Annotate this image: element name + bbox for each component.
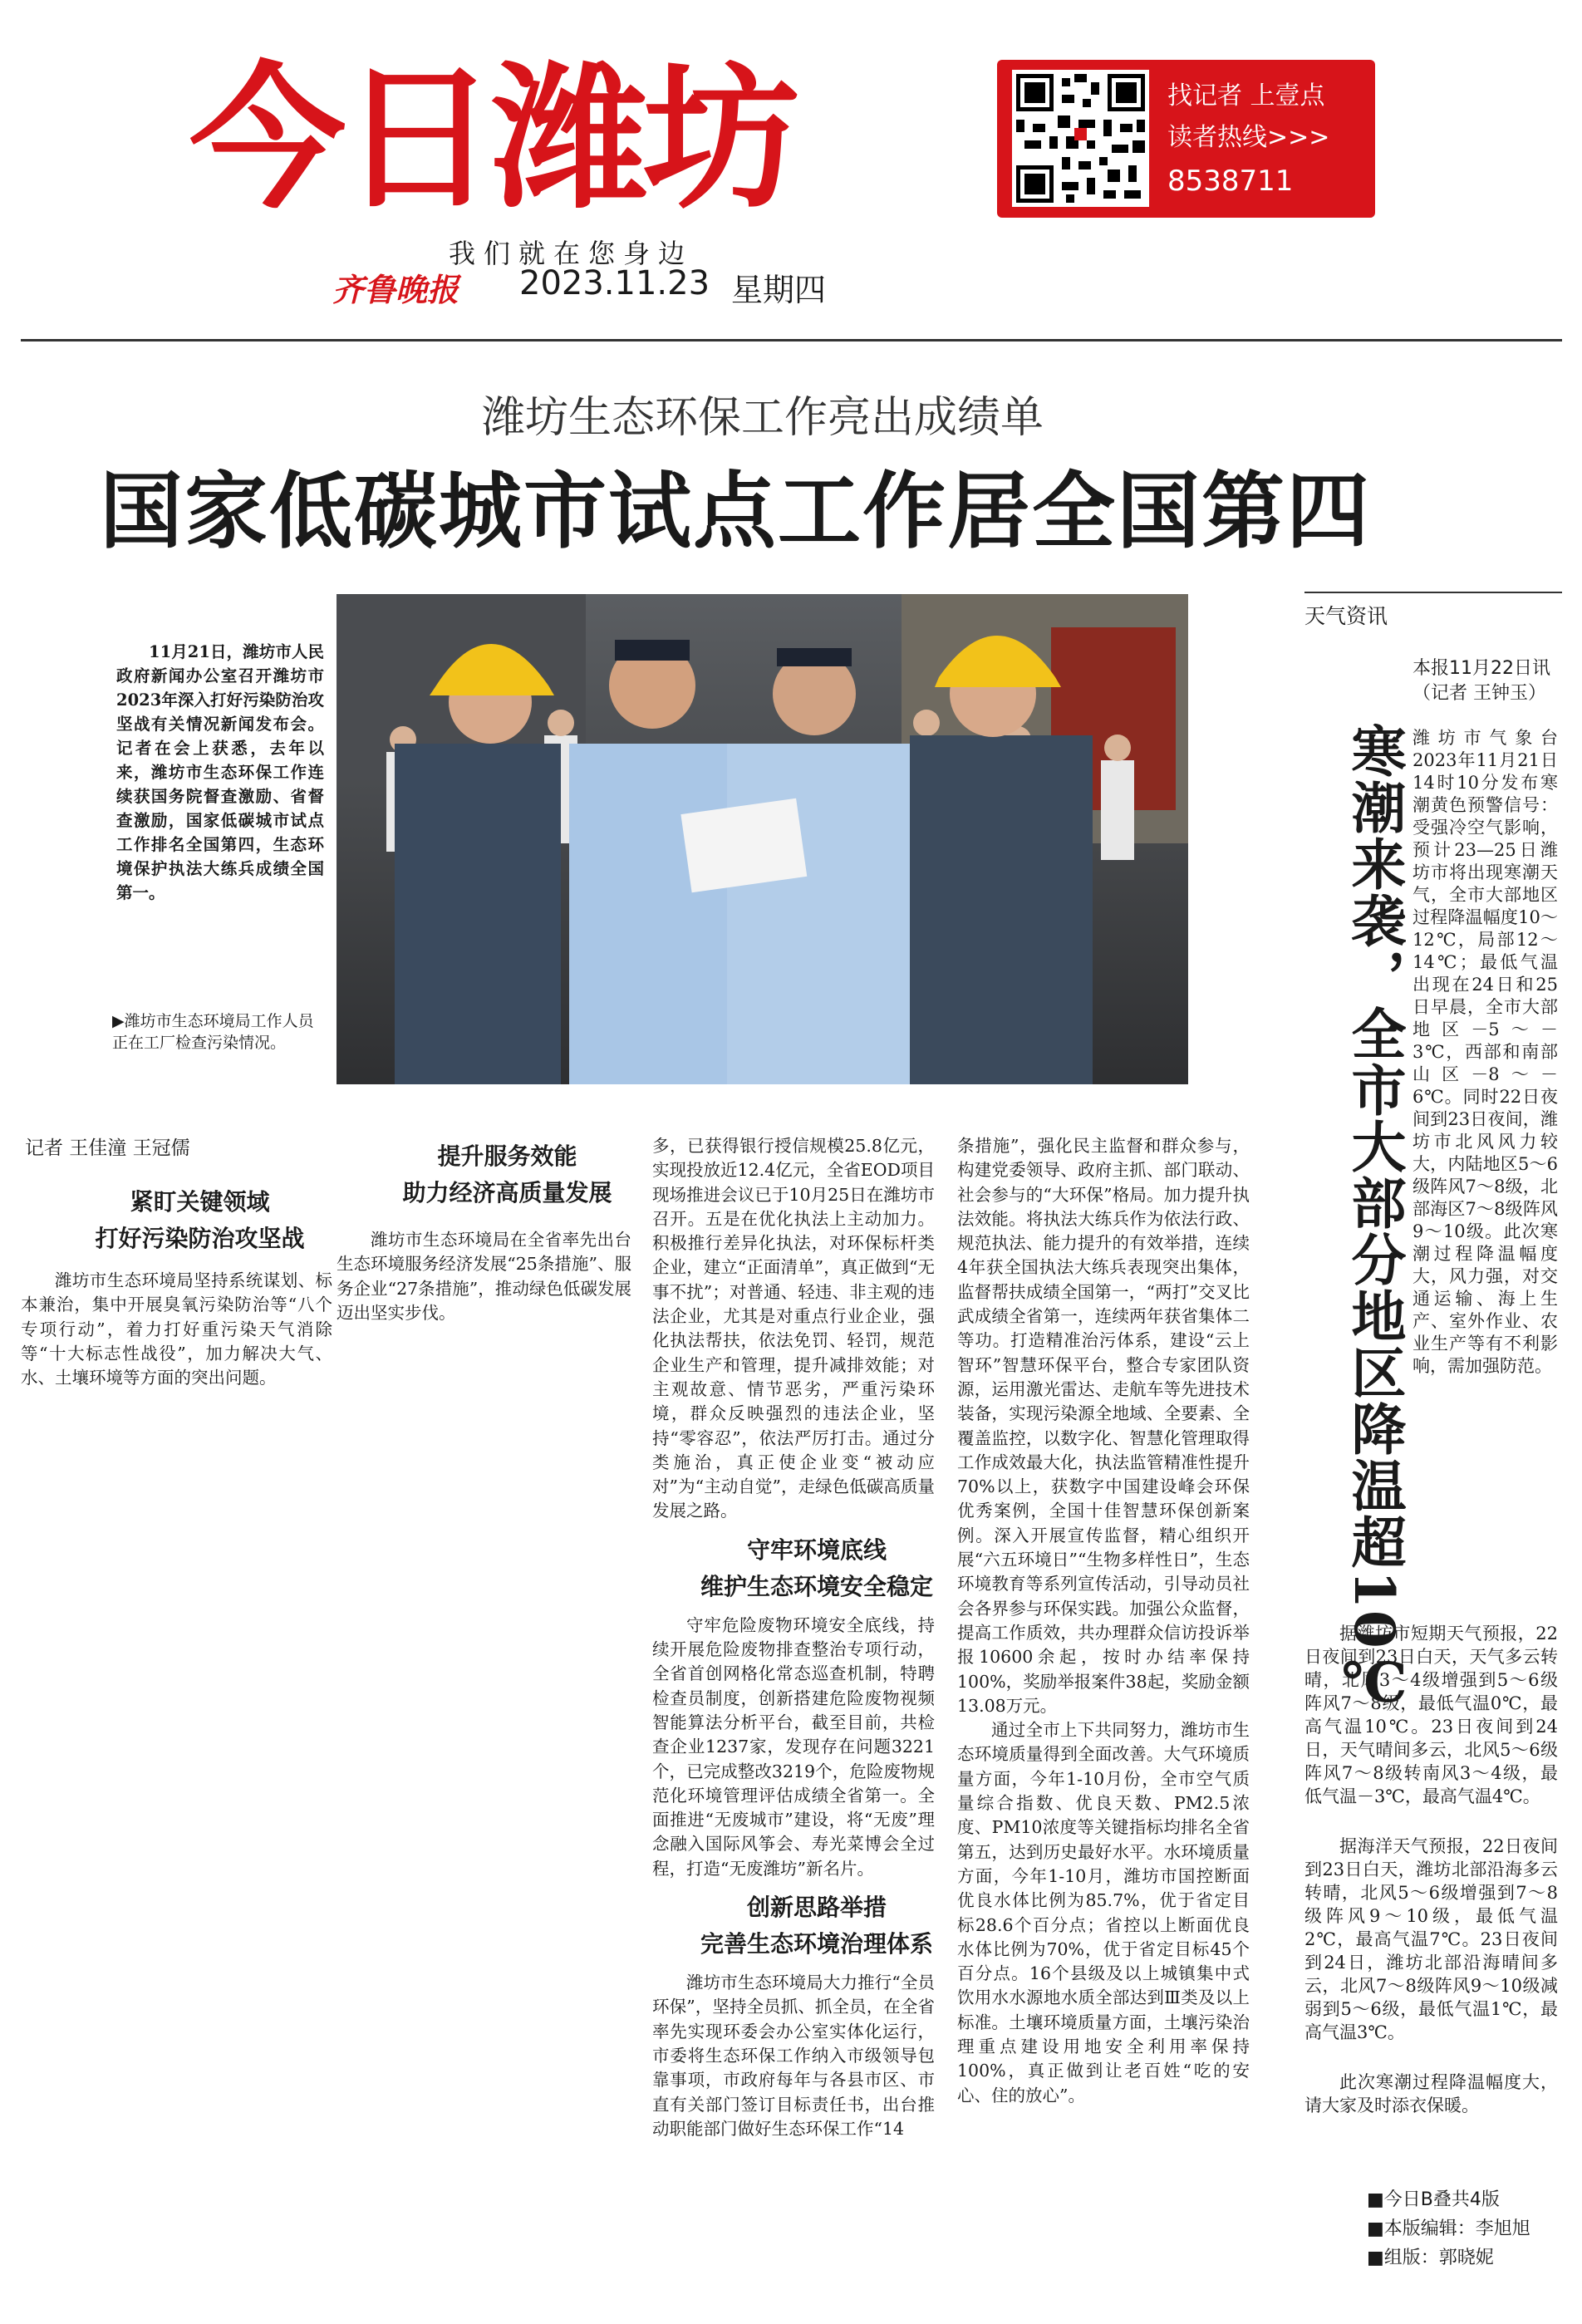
section-heading: 完善生态环境治理体系 (700, 1930, 933, 1958)
weather-section-tag: 天气资讯 (1304, 592, 1562, 630)
body-paragraph: 潍坊市生态环境局坚持系统谋划、标本兼治，集中开展臭氧污染防治等“八个专项行动”，着力打好重污染天气消除等“十大标志性战役”，加力解决大气、水、土壤环境等方面的突出问题。 (21, 1270, 332, 1388)
masthead-slogan: 我们就在您身边 (449, 238, 694, 269)
weather-forecast-paragraph: 据潍坊市短期天气预报，22日夜间到23日白天，天气多云转晴，北风3～4级增强到5～6级阵风7～8级，最低气温0℃，最高气温10℃。23日夜间到24日，天气晴间多云，北风5～6级阵风7～8级转南风3～4级，最低气温－3℃，最高气温4℃。 (1304, 1624, 1558, 1806)
body-column-3 (652, 1134, 935, 2141)
masthead-title: 今日潍坊 (189, 48, 794, 230)
section-heading: 提升服务效能 (437, 1142, 577, 1170)
body-paragraph: 守牢危险废物环境安全底线，持续开展危险废物排查整治专项行动，全省首创网格化常态巡查机制，特聘检查员制度，创新搭建危险废物视频智能算法分析平台，截至目前，共检查企业1237家，发现存在问题3221个，已完成整改3219个，危险废物规范化环境管理评估成绩全省第一。全面推进“无废城市”建设，将“无废”理念融入国际风筝会、寿光菜博会全过程，打造“无废潍坊”新名片。 (652, 1614, 935, 1879)
page-count-credit: ■今日B叠共4版 (1367, 2189, 1500, 2210)
section-heading: 紧盯关键领域 (130, 1188, 270, 1216)
section-heading: 维护生态环境安全稳定 (700, 1572, 933, 1600)
qr-code-icon[interactable] (1012, 70, 1149, 207)
article-lead: 11月21日，潍坊市人民政府新闻办公室召开潍坊市2023年深入打好污染防治攻坚战有关情况新闻发布会。记者在会上获悉，去年以来，潍坊市生态环保工作连续获国务院督查激励、省督查激励，国家低碳城市试点工作排名全国第四，生态环境保护执法大练兵成绩全国第一。 (116, 642, 324, 902)
weather-headline: 寒潮来袭，全市大部分地区降温超10℃ (1342, 723, 1407, 1717)
article-subhead: 潍坊生态环保工作亮出成绩单 (482, 393, 1044, 443)
weather-advice-paragraph: 此次寒潮过程降温幅度大，请大家及时添衣保暖。 (1304, 2072, 1558, 2115)
reader-contact-line2: 读者热线>>> (1167, 123, 1330, 152)
issue-weekday: 星期四 (731, 272, 827, 308)
paper-name-logo: 齐鲁晚报 (332, 271, 459, 308)
editor-credit: ■本版编辑：李旭旭 (1367, 2218, 1530, 2239)
body-column-1 (21, 1184, 332, 1390)
reader-hotline-number[interactable]: 8538711 (1167, 165, 1294, 198)
section-heading: 助力经济高质量发展 (402, 1179, 612, 1206)
body-paragraph: 条措施”，强化民主监督和群众参与，构建党委领导、政府主抓、部门联动、社会参与的“大环保”格局。加力提升执法效能。将执法大练兵作为依法行政、规范执法、能力提升的有效举措，连续4年获全国执法大练兵表现突出集体，监督帮扶成绩全国第一，“两打”交叉比武成绩全省第一，连续两年获省集体二等功。打造精准治污体系，建设“云上智环”智慧环保平台，整合专家团队资源，运用激光雷达、走航车等先进技术装备，实现污染源全地域、全要素、全覆盖监控，以数字化、智慧化管理取得工作成效最大化，执法监管精准性提升70%以上，获数字中国建设峰会环保优秀案例，全国十佳智慧环保创新案例。深入开展宣传监督，精心组织开展“六五环境日”“生物多样性日”，生态环境教育等系列宣传活动，引导动员社会各界参与环保实践。加强公众监督，提高工作质效，共办理群众信访投诉举报10600余起，按时办结率保持100%，奖励举报案件38起，奖励金额13.08万元。 (957, 1136, 1250, 1716)
body-paragraph: 潍坊市生态环境局大力推行“全员环保”，坚持全员抓、抓全员，在全省率先实现环委会办公室实体化运行，市委将生态环保工作纳入市级领导包靠事项，市政府每年与各县市区、市直有关部门签订目标责任书，出台推动职能部门做好生态环保工作“14 (652, 1973, 935, 2139)
reporter-byline: 记者 王佳潼 王冠儒 (25, 1137, 190, 1159)
inspection-photo (337, 594, 1188, 1084)
section-heading: 打好污染防治攻坚战 (95, 1225, 305, 1252)
weather-marine-paragraph: 据海洋天气预报，22日夜间到23日白天，潍坊北部沿海多云转晴，北风5～6级增强到7～8级阵风9～10级，最低气温2℃，最高气温7℃。23日夜间到24日，潍坊北部沿海晴间多云，北风7～8级阵风9～10级减弱到5～6级，最低气温1℃，最高气温3℃。 (1304, 1836, 1558, 2042)
body-paragraph: 多，已获得银行授信规模25.8亿元，实现投放近12.4亿元，全省EOD项目现场推进会议已于10月25日在潍坊市召开。五是在优化执法上主动加力。积极推行差异化执法，对环保标杆类企业，建立“正面清单”，真正做到“无事不扰”；对普通、轻违、非主观的违法企业，尤其是对重点行业企业，强化执法帮扶，依法免罚、轻罚，规范企业生产和管理，提升减排效能；对主观故意、情节恶劣，严重污染环境，群众反映强烈的违法企业，坚持“零容忍”，依法严厉打击。通过分类施治，真正使企业变“被动应对”为“主动自觉”，走绿色低碳高质量发展之路。 (652, 1136, 935, 1521)
masthead-divider (21, 339, 1562, 341)
article-headline: 国家低碳城市试点工作居全国第四 (100, 462, 1371, 560)
body-column-4 (957, 1134, 1250, 2108)
body-paragraph: 潍坊市生态环境局在全省率先出台生态环境服务经济发展“25条措施”、服务企业“27条措施”，推动绿色低碳发展迈出坚实步伐。 (337, 1230, 631, 1323)
body-column-2 (337, 1138, 631, 1325)
photo-caption: ▶潍坊市生态环境局工作人员正在工厂检查污染情况。 (112, 1012, 314, 1052)
reader-contact-line1: 找记者 上壹点 (1167, 81, 1325, 111)
body-paragraph: 通过全市上下共同努力，潍坊市生态环境质量得到全面改善。大气环境质量方面，今年1-10月份，全市空气质量综合指数、优良天数、PM2.5浓度、PM10浓度等关键指标均排名全省第五，达到历史最好水平。水环境质量方面，今年1-10月，潍坊市国控断面优良水体比例为85.7%，优于省定目标28.6个百分点；省控以上断面优良水体比例为70%，优于省定目标45个百分点。16个县级及以上城镇集中式饮用水水源地水质全部达到Ⅲ类及以上标准。土壤环境质量方面，土壤污染治理重点建设用地安全利用率保持100%，真正做到让老百姓“吃的安心、住的放心”。 (957, 1720, 1250, 2105)
weather-byline: 本报11月22日讯（记者 王钟玉） (1412, 658, 1550, 704)
section-heading: 守牢环境底线 (746, 1535, 887, 1564)
section-heading: 创新思路举措 (746, 1894, 887, 1922)
issue-date: 2023.11.23 (519, 264, 710, 302)
weather-body-top: 潍坊市气象台2023年11月21日14时10分发布寒潮黄色预警信号：受强冷空气影响，预计23—25日潍坊市将出现寒潮天气，全市大部地区过程降温幅度10～12℃，局部12～14℃；最低气温出现在24日和25日早晨，全市大部地区－5～－3℃，西部和南部山区－8～－6℃。同时22日夜间到23日夜间，潍坊市北风风力较大，内陆地区5～6级阵风7～8级，北部海区7～8级阵风9～10级。此次寒潮过程降温幅度大，风力强，对交通运输、海上生产、室外作业、农业生产等有不利影响，需加强防范。 (1412, 728, 1558, 1376)
layout-credit: ■组版：郭晓妮 (1367, 2248, 1494, 2268)
